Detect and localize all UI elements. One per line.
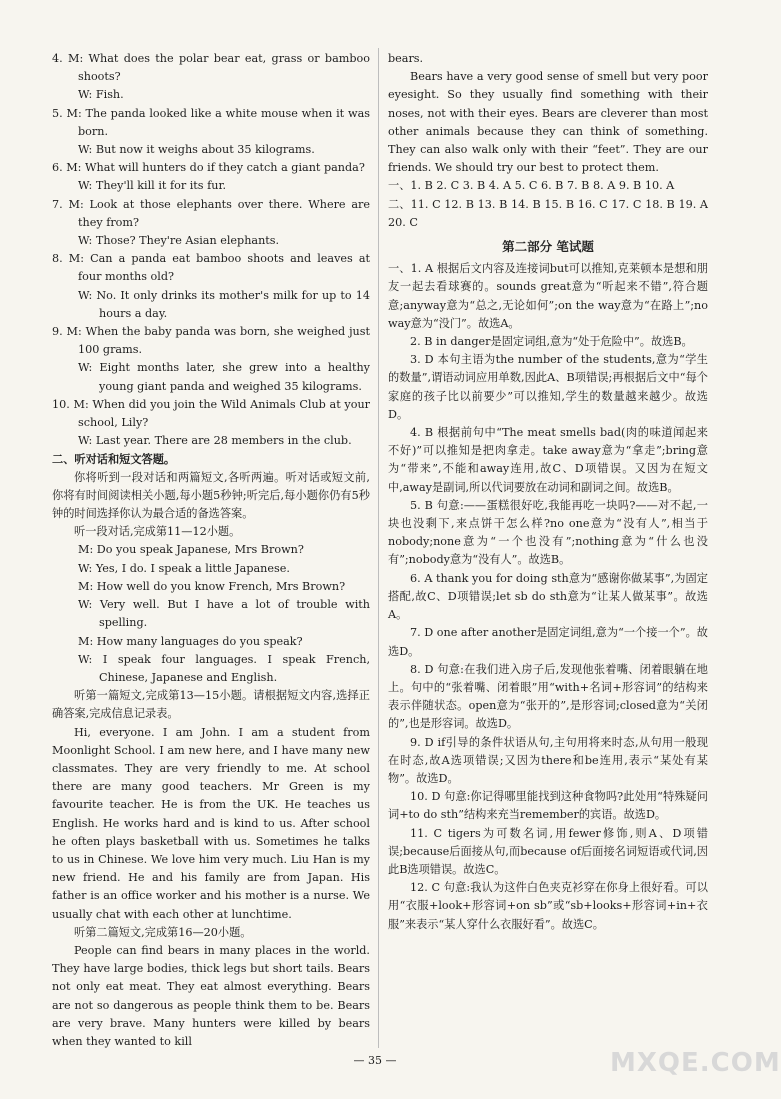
text-paragraph: 6. A thank you for doing sth意为“感谢你做某事”,为固定搭配,故C、D项错误;let sb do sth意为“让某人做某事”。故选A。 <box>388 571 708 622</box>
text-paragraph: 11. C tigers为可数名词,用fewer修饰,则A、D项错误;because后面接从句,而because of后面接名词短语或代词,因此B选项错误。故选C。 <box>388 826 708 876</box>
right-column <box>388 50 708 934</box>
text-paragraph: 2. B in danger是固定词组,意为“处于危险中”。故选B。 <box>410 335 693 349</box>
text-paragraph: 听第二篇短文,完成第16—20小题。 <box>74 925 252 939</box>
text-paragraph: 4. M: What does the polar bear eat, grass or bamboo shoots? <box>52 52 370 84</box>
text-paragraph: 听第一篇短文,完成第13—15小题。请根据短文内容,选择正确答案,完成信息记录表。 <box>52 689 370 721</box>
text-paragraph: 7. D one after another是固定词组,意为“一个接一个”。故选D。 <box>388 626 708 658</box>
left-column <box>52 50 370 1051</box>
text-paragraph: W: Yes, I do. I speak a little Japanese. <box>78 561 290 575</box>
text-paragraph: 12. C 句意:我认为这件白色夹克衫穿在你身上很好看。可以用“衣服+look+形容词+on sb”或“sb+looks+形容词+in+衣服”来表示“某人穿什么衣服好看”。故选C。 <box>388 881 708 931</box>
text-paragraph: W: Fish. <box>78 88 124 102</box>
text-paragraph: W: They'll kill it for its fur. <box>78 179 227 193</box>
text-paragraph: 一、1. A 根据后文内容及连接词but可以推知,克莱顿本是想和朋友一起去看球赛的。sounds great意为“听起来不错”,符合题意;anyway意为“总之,无论如何”;on the way意为“在路上”;no way意为“没门”。故选A。 <box>388 262 708 330</box>
text-paragraph: W: But now it weighs about 35 kilograms. <box>78 143 315 157</box>
text-paragraph: M: How many languages do you speak? <box>78 634 303 648</box>
section-heading: 第二部分 笔试题 <box>502 239 594 255</box>
text-paragraph: 9. D if引导的条件状语从句,主句用将来时态,从句用一般现在时态,故A选项错误;又因为there和be连用,表示“某处有某物”。故选D。 <box>388 735 708 785</box>
text-paragraph: Hi, everyone. I am John. I am a student from Moonlight School. I am new here, and I have many new classmates. They are very friendly to me. At school there are many good teachers. Mr Green is my favourite teacher. He is from the UK. He teaches us English. He works hard and is kind to us. After school he often plays basketball with us. Sometimes he talks to us in Chinese. We love him very much. Liu Han is my new friend. He and his family are from Japan. His father is an office worker and his mother is a nurse. We usually chat with each other at lunchtime. <box>52 725 370 921</box>
text-paragraph: 二、11. C 12. B 13. B 14. B 15. B 16. C 17. C 18. B 19. A 20. C <box>388 197 708 229</box>
text-paragraph: People can find bears in many places in the world. They have large bodies, thick legs but short tails. Bears not only eat meat. They eat almost everything. Bears are not so dangerous as people think them to be. Bears are very brave. Many hunters were killed by bears when they wanted to kill <box>52 943 370 1048</box>
text-paragraph: Bears have a very good sense of smell but very poor eyesight. So they usually find something with their noses, not with their eyes. Bears are cleverer than most other animals because they can think of something. They can also walk only with their “feet”. They are our friends. We should try our best to protect them. <box>388 70 708 175</box>
text-paragraph: W: Those? They're Asian elephants. <box>78 234 280 248</box>
text-paragraph: 一、1. B 2. C 3. B 4. A 5. C 6. B 7. B 8. A 9. B 10. A <box>388 179 675 193</box>
text-paragraph: 10. M: When did you join the Wild Animals Club at your school, Lily? <box>52 397 370 430</box>
page-number: — 35 — <box>353 1054 397 1067</box>
text-paragraph: 8. M: Can a panda eat bamboo shoots and leaves at four months old? <box>52 252 370 284</box>
text-paragraph: 4. B 根据前句中“The meat smells bad(肉的味道闻起来不好)”可以推知是把肉拿走。take away意为“拿走”;bring意为“带来”,不能和away连用,故C、D项错误。又因为在短文中,away是副词,所以代词要放在动词和副词之间。故选B。 <box>388 426 708 494</box>
text-paragraph: 9. M: When the baby panda was born, she weighed just 100 grams. <box>52 325 370 357</box>
text-paragraph: 5. B 句意:——蛋糕很好吃,我能再吃一块吗?——对不起,一块也没剩下,来点饼干怎么样?no one意为“没有人”,相当于nobody;none意为“一个也没有”;nothing意为“什么也没有”;nobody意为“没有人”。故选B。 <box>388 498 708 567</box>
text-paragraph: W: Eight months later, she grew into a healthy young giant panda and weighed 35 kilograms. <box>78 361 370 393</box>
text-paragraph: W: No. It only drinks its mother's milk for up to 14 hours a day. <box>78 288 370 320</box>
text-paragraph: W: Very well. But I have a lot of trouble with spelling. <box>78 598 370 630</box>
text-paragraph: 8. D 句意:在我们进入房子后,发现他张着嘴、闭着眼躺在地上。句中的“张着嘴、闭着眼”用“with+名词+形容词”的结构来表示伴随状态。open意为“张开的”,是形容词;closed意为“关闭的”,也是形容词。故选D。 <box>388 662 708 731</box>
text-paragraph: 10. D 句意:你记得哪里能找到这种食物吗?此处用“特殊疑问词+to do sth”结构来充当remember的宾语。故选D。 <box>388 790 708 822</box>
text-paragraph: 你将听到一段对话和两篇短文,各听两遍。听对话或短文前,你将有时间阅读相关小题,每小题5秒钟;听完后,每小题你仍有5秒钟的时间选择你认为最合适的备选答案。 <box>52 470 370 521</box>
text-paragraph: 二、听对话和短文答题。 <box>52 452 176 467</box>
text-paragraph: W: I speak four languages. I speak French, Chinese, Japanese and English. <box>78 652 370 684</box>
text-paragraph: bears. <box>388 52 424 65</box>
text-paragraph: 6. M: What will hunters do if they catch a giant panda? <box>52 161 365 175</box>
text-paragraph: M: Do you speak Japanese, Mrs Brown? <box>78 543 304 557</box>
text-paragraph: W: Last year. There are 28 members in the club. <box>78 434 352 448</box>
text-paragraph: 5. M: The panda looked like a white mouse when it was born. <box>52 106 370 138</box>
text-paragraph: 7. M: Look at those elephants over there. Where are they from? <box>52 197 370 229</box>
watermark-logo: MXQE.COM <box>610 1048 781 1078</box>
text-paragraph: 3. D 本句主语为the number of the students,意为“学生的数量”,谓语动词应用单数,因此A、B项错误;再根据后文中“每个家庭的孩子比以前要少”可以推知,学生的数量越来越少。故选D。 <box>388 353 708 421</box>
text-paragraph: 听一段对话,完成第11—12小题。 <box>74 525 241 539</box>
text-paragraph: M: How well do you know French, Mrs Brown? <box>78 579 346 593</box>
column-divider <box>378 48 379 1048</box>
